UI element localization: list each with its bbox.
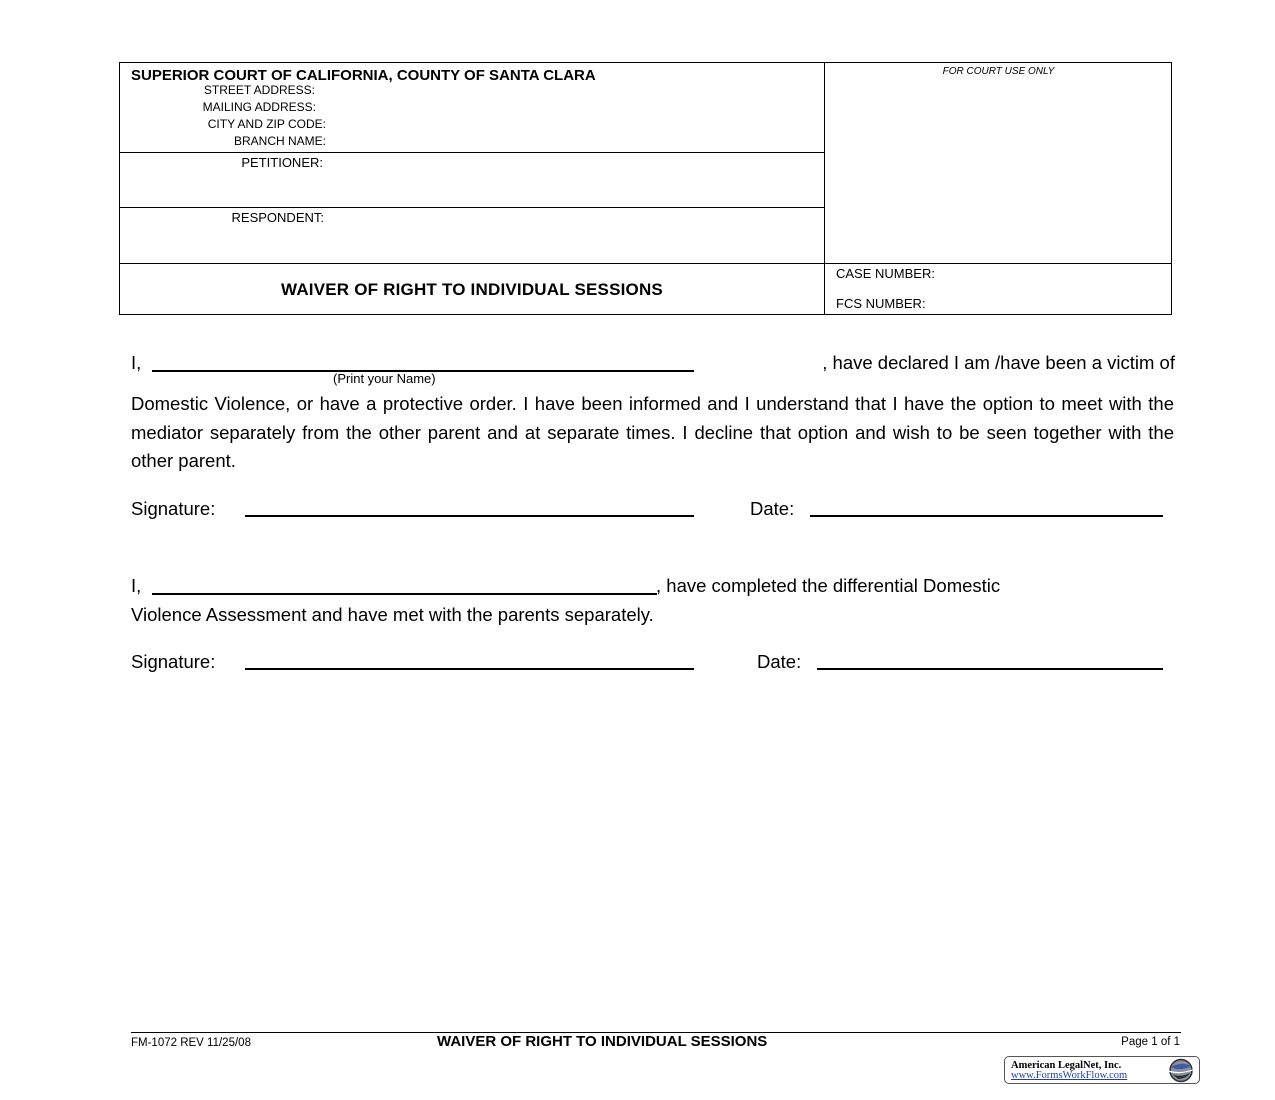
section2-date-line[interactable]	[817, 668, 1163, 670]
form-title: WAIVER OF RIGHT TO INDIVIDUAL SESSIONS	[281, 280, 663, 299]
street-address-label: STREET ADDRESS:	[203, 83, 315, 97]
section2-after-name: , have completed the differential Domestic	[656, 575, 1001, 596]
section1-signature-label: Signature:	[131, 498, 216, 519]
fcs-number-label: FCS NUMBER:	[836, 296, 926, 311]
petitioner-label: PETITIONER:	[241, 155, 323, 170]
mailing-address-label: MAILING ADDRESS:	[202, 100, 316, 114]
globe-icon	[1162, 1057, 1198, 1084]
caption-divider	[824, 62, 825, 315]
caption-rule-title	[119, 263, 1172, 264]
footer-form-code: FM-1072 REV 11/25/08	[131, 1037, 251, 1049]
case-number-label: CASE NUMBER:	[836, 266, 935, 281]
vendor-logo-company: American LegalNet, Inc.	[1011, 1060, 1122, 1071]
footer-page-number: Page 1 of 1	[1121, 1036, 1180, 1048]
respondent-label: RESPONDENT:	[231, 210, 324, 225]
section1-date-line[interactable]	[810, 515, 1163, 517]
section2-lead-in: I,	[131, 575, 142, 596]
section1-date-label: Date:	[750, 498, 795, 519]
section1-paragraph: Domestic Violence, or have a protective order. I have been informed and I understand that I have the option to meet with the mediator separately from the other parent and at separate times. I decline that option and wish to be seen together with the other parent.	[131, 393, 1174, 471]
section1-after-name: , have declared I am /have been a victim of	[822, 352, 1175, 373]
vendor-logo-link[interactable]: www.FormsWorkFlow.com	[1011, 1070, 1128, 1081]
branch-name-label: BRANCH NAME:	[233, 134, 326, 148]
court-name: SUPERIOR COURT OF CALIFORNIA, COUNTY OF SANTA CLARA	[131, 67, 596, 84]
section2-signature-line[interactable]	[245, 668, 694, 670]
section1-lead-in: I,	[131, 352, 142, 373]
section2-date-label: Date:	[757, 651, 802, 672]
caption-rule-address	[119, 152, 824, 153]
court-use-label: FOR COURT USE ONLY	[942, 66, 1055, 77]
city-zip-label: CITY AND ZIP CODE:	[207, 117, 326, 131]
section2-signature-label: Signature:	[131, 651, 216, 672]
caption-rule-petitioner	[119, 207, 824, 208]
section2-name-line[interactable]	[152, 593, 657, 595]
section1-signature-line[interactable]	[245, 515, 694, 517]
print-name-hint: (Print your Name)	[333, 371, 436, 386]
section2-line2: Violence Assessment and have met with the parents separately.	[131, 604, 654, 625]
footer-title: WAIVER OF RIGHT TO INDIVIDUAL SESSIONS	[437, 1033, 768, 1050]
